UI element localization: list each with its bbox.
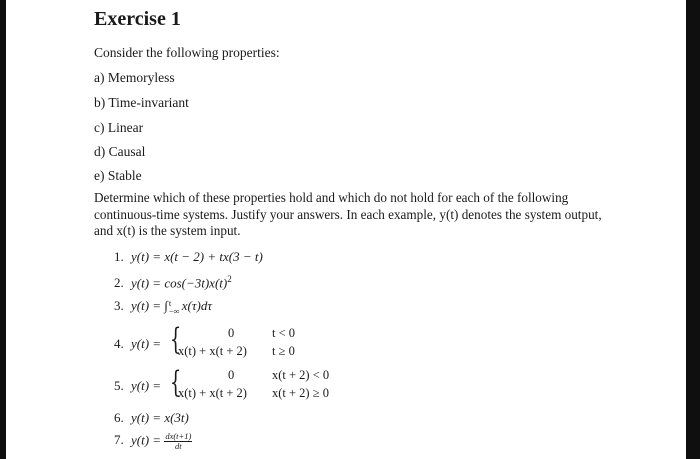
case-2-condition: t ≥ 0 [272,344,295,358]
system-lhs: y(t) = [131,336,162,351]
property-time-invariant: b) Time-invariant [94,95,189,110]
case-2-condition: x(t + 2) ≥ 0 [272,386,329,400]
case-1-condition: t < 0 [272,326,296,340]
integral-lower-limit: −∞ [168,306,180,317]
case-2-value: x(t) + x(t + 2) [178,386,247,400]
system-number: 3. [114,298,124,313]
property-causal: d) Causal [94,144,146,159]
integral-integrand: x(τ)dτ [181,298,212,313]
system-number: 5. [114,378,124,393]
system-equation: y(t) = x(3t) [131,410,189,425]
case-2-value: x(t) + x(t + 2) [178,344,247,358]
system-3 [114,298,212,315]
case-1-condition: x(t + 2) < 0 [272,368,330,382]
system-number: 7. [114,432,124,448]
fraction-denominator: dt [175,441,182,451]
case-1-value: 0 [228,326,235,340]
system-2 [114,274,232,291]
system-7 [114,432,192,451]
system-number: 4. [114,336,124,351]
property-linear: c) Linear [94,120,144,135]
system-equation: y(t) = cos(−3t)x(t) [131,275,228,291]
system-number: 1. [114,249,124,264]
integral-upper-limit: t [168,298,172,309]
fraction-numerator: dx(t+1) [165,431,192,441]
left-window-edge [0,0,6,459]
property-stable: e) Stable [94,168,142,183]
exponent: 2 [227,274,232,284]
system-lhs: y(t) = [131,378,162,393]
system-equation: y(t) = x(t − 2) + tx(3 − t) [131,249,263,264]
system-1 [114,249,263,265]
system-lhs: y(t) = ∫ [131,298,168,313]
exercise-title: Exercise 1 [94,8,181,30]
system-lhs: y(t) = [131,432,162,448]
system-4-label [114,336,161,352]
property-memoryless: a) Memoryless [94,70,175,85]
instructions-paragraph: Determine which of these properties hold and which do not hold for each of the following continuous-time systems. Justify your answers. In each example, y(t) denotes the system output, and x(t) is the system input. [94,190,602,238]
system-5-label [114,378,161,394]
left-brace: { [169,322,182,357]
system-number: 6. [114,410,124,425]
system-6 [114,410,189,426]
case-1-value: 0 [228,368,235,382]
derivative-fraction [164,432,192,451]
left-brace: { [169,365,182,400]
intro-text: Consider the following properties: [94,45,280,60]
right-window-edge [686,0,700,459]
system-number: 2. [114,275,124,291]
